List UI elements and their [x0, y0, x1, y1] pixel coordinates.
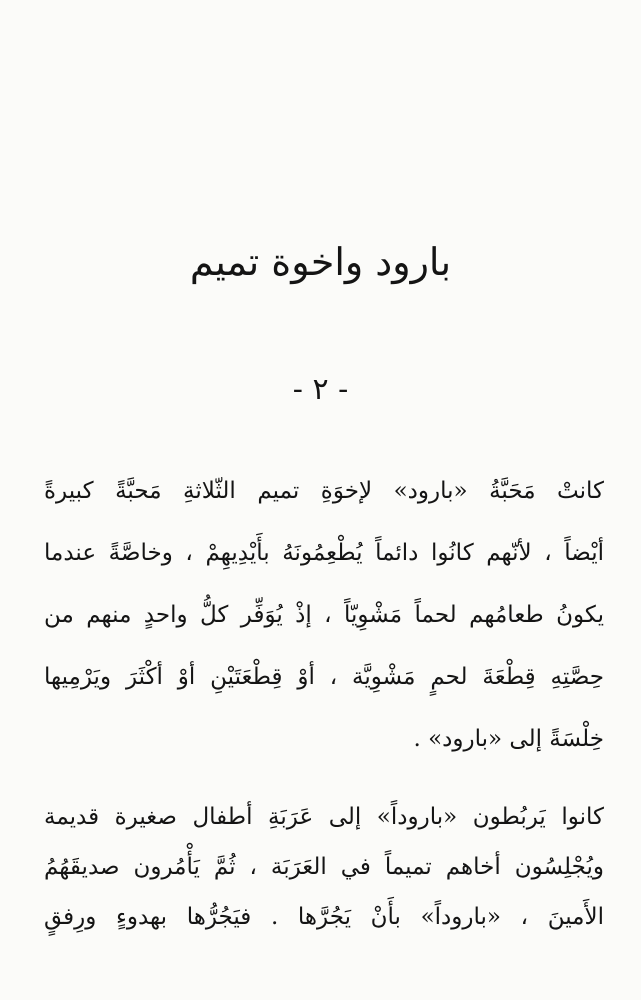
text-line: حِصَّتِهِ قِطْعَةَ لحمٍ مَشْوِيَّة ، أوْ قِطْعَتَيْنِ أوْ أكْثَرَ ويَرْمِيها: [44, 664, 604, 690]
text-line: كانوا يَربُطون «باروداً» إلى عَرَبَةِ أطفال صغيرة قديمة: [44, 804, 604, 830]
paragraph-1: [44, 460, 604, 770]
text-line: الأَمينَ ، «باروداً» بأَنْ يَجُرَّها . فيَجُرُّها بهدوءٍ ورِفقٍ: [44, 904, 604, 930]
text-line: خِلْسَةً إلى «بارود» .: [413, 726, 604, 752]
page-number: - ٢ -: [292, 372, 349, 407]
text-line: كانتْ مَحَبَّةُ «بارود» لإخوَةِ تميم الثّلاثةِ مَحبَّةً كبيرةً: [44, 478, 604, 504]
text-line: يكونُ طعامُهم لحماً مَشْوِيّاً ، إذْ يُوَفِّر كلُّ واحدٍ منهم من: [44, 602, 604, 628]
chapter-title: بارود واخوة تميم: [189, 240, 452, 284]
text-line: أيْضاً ، لأنّهم كانُوا دائماً يُطْعِمُونَهُ بأَيْدِيهِمْ ، وخاصَّةً عندما: [44, 540, 604, 566]
text-line: ويُجْلِسُون أخاهم تميماً في العَرَبَة ، ثُمَّ يَأْمُرون صديقَهُمُ: [44, 854, 604, 880]
paragraph-2: [44, 792, 604, 942]
